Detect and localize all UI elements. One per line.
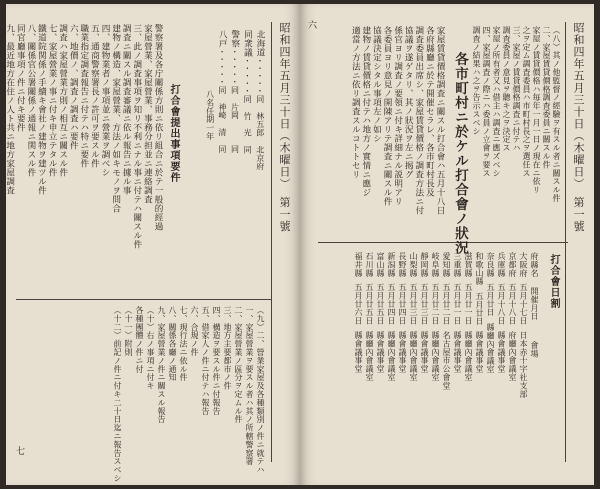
text-line: 六、地價ノ、調査ノ調査ハ要件: [68, 24, 79, 150]
table-row: 靜岡縣 五月廿三日 縣會議事堂: [420, 252, 429, 374]
text-line: 六、合規ノ件: [190, 306, 199, 357]
text-line: 家屋ノ賃貸價格ハ毎年一月一日ノ現在ニ依リ: [532, 26, 541, 194]
notice-text: [472, 26, 560, 236]
table-row: 京都府 五月十八日 府廳內會議室: [508, 252, 517, 382]
table-row: 富山縣 五月廿五日 縣會議事堂: [376, 252, 385, 374]
text-line: 調査ニ關スル調査審議ニ依ル報告ニ據ル事: [121, 24, 132, 195]
name-list-item: 北海道 ・・・・・ 同 林五郎 北京府: [255, 30, 265, 171]
section-title: 打合會提出事項要件: [168, 84, 179, 183]
name-list: [206, 30, 264, 170]
header-rule: [271, 22, 272, 462]
text-line: 七、現行法ニ依ル件: [179, 306, 188, 382]
text-line: 建物ノ賃貸價格ニ付テハ地方ノ實情ニ應ジ: [360, 26, 371, 197]
text-line: 適當ノ方法ニ依リ調査スルコトトセリ: [350, 26, 361, 179]
text-line: 二、家屋營業ノ區分ヲ定ムル件: [234, 306, 243, 424]
text-line: 調査ハ家屋營業方則ノ相互ニ關スル件: [57, 24, 68, 177]
book-spread: [6, 4, 594, 485]
text-line: （十二）前記ノ件ニ付キ二十日迄ニ報告スベシ: [113, 306, 122, 483]
table-row: 岐阜縣 五月廿二日 縣廳內會議室: [431, 252, 440, 382]
section-divider: [16, 299, 272, 300]
table-row: 兵庫縣 五月十八日 縣會議事堂: [497, 252, 506, 374]
text-line: 同官廳事項ノ件ニ付キ要件: [15, 24, 26, 132]
table-header-cell: 府縣名: [530, 252, 539, 278]
main-title: 各市町村ニ於ケル打合會ノ狀況: [452, 52, 468, 255]
text-line: 五、通商警察署長ノ許可ヲ要スル件: [89, 24, 100, 168]
text-line: 八、關係各廳ノ通知: [168, 306, 177, 382]
text-line: 各府縣廳ニ於テ開催セラレ、各市町村長及: [424, 26, 435, 197]
table-header-row: [530, 252, 538, 466]
text-line: （八）其ノ他監督ノ經驗ヲ有スル者ニ關スル件: [552, 26, 561, 203]
text-line: 協議決定シタル事項左ノ如シ: [371, 26, 382, 143]
left-page: [6, 4, 300, 485]
text-line: 調査委員出席シ、家屋賃貸價格ノ調査方法ニ付: [413, 26, 424, 215]
text-line: 二、家屋賃貸價格調査委員ニ關スル件: [542, 26, 551, 169]
text-line: 九、家屋營業ノ件ニ關スル報告: [157, 306, 166, 424]
main-text: [351, 26, 444, 236]
table-row: 新潟縣 五月廿四日 縣廳內會議室: [387, 252, 396, 382]
text-line: 三、此ノ調査事項ヲ知リ不利ニナル事ニ付テハ關スル件: [131, 24, 142, 249]
page-number: 六: [308, 21, 318, 31]
text-line: 建物ノ構造、家屋營業、方法ノ如キモノヲ問合: [110, 24, 121, 213]
body-text: [5, 24, 162, 294]
text-line: 四、構造ヲ要スル件ニ付報告: [212, 306, 221, 416]
section-divider: [318, 242, 568, 243]
text-line: 家屋賃貸價格調査ニ關スル打合會ハ五月十八日: [435, 26, 445, 215]
text-line: 職業指定調査報告ニ付テハ特ニ要件: [78, 24, 89, 168]
table-row: 福井縣 五月廿六日 縣會議事堂: [354, 252, 363, 374]
text-line: 家屋營業、家屋營業、事務分担並ニ連絡調査: [142, 24, 153, 204]
text-line: 鐵道院関係ノ手續キ會社ノ建物ヲ建ツル件: [36, 24, 47, 195]
table-header-cell: 開催月日: [530, 287, 539, 321]
table-row: 三重縣 五月廿一日 縣會議事堂: [453, 252, 462, 374]
text-line: 之ヲ定ム調査委員ハ市町村長之ヲ選任ス: [522, 26, 531, 178]
table-row: 愛知縣 五月廿二日 名古屋市公會堂: [442, 252, 451, 391]
meeting-table-title: 打合會日割: [548, 254, 559, 309]
table-row: 山梨縣 五月廿三日 縣廳內會議室: [409, 252, 418, 382]
name-list-item: 同衆議 ・・・・・ 同 竹 光 同: [242, 30, 253, 154]
text-line: 調査委員ノ意見ヲ聽キ之ヲ決定ス: [502, 26, 511, 152]
page-header: 昭和四年五月三十日（木曜日） 第一號: [278, 22, 291, 233]
table-row: 和歌山縣 五月廿日 縣會議事堂: [475, 252, 484, 374]
table-header-cell: 會場: [530, 340, 539, 358]
text-line: 五、借家人ノ件ニ付テハ報告: [201, 306, 210, 416]
page-number: 七: [16, 447, 26, 457]
text-line: 四、建物業者ノ事項並ニ營業ヲ調べシ: [100, 24, 111, 177]
name-list-item: 警察 ・・・・・ 同 片岡 同: [229, 30, 240, 153]
table-row: 大阪府 五月十七日 日本赤十字社支部: [519, 252, 528, 399]
table-row: 石川縣 五月廿五日 縣廳內會議室: [365, 252, 374, 382]
text-line: （十）右ノ事項ニ付キ: [146, 306, 155, 390]
text-line: 一、家屋營業ヲ要スル者ハ其ノ所轄警察署: [245, 306, 254, 466]
name-list-item: 八戸 ・・・・・ 同 神崎 清 同: [217, 30, 228, 153]
text-line: 九、最近地方在住ノ人ト共ニ地方家屋調査: [4, 24, 15, 195]
text-line: 調査ノ結果ハ之ヲ告示スベシ: [472, 26, 481, 136]
page-header: 昭和四年五月三十日（木曜日） 第一號: [572, 22, 585, 233]
text-line: 各委員ヨリ意見ノ開陳アリテ調査ニ關スル件: [382, 26, 393, 206]
text-line: 八、關係官公署關係ノ通報ニ関スル件: [25, 24, 36, 177]
text-line: （十一）附則: [124, 306, 133, 357]
bottom-text: [113, 306, 265, 483]
text-line: 三、家屋ノ賃貸價格調査ニ付テハ: [512, 26, 521, 152]
text-line: 係官ヨリ調査ノ要領ニ付キ詳細ナル説明アリ: [392, 26, 403, 206]
right-page: [300, 4, 594, 485]
name-list-item: 八名任期一年: [205, 90, 215, 141]
text-line: （九）二、營業家屋及各種類別ノ件ニ就テハ: [256, 306, 265, 474]
text-line: 協議ヲ遂ゲタリ、其ノ狀況ヲ左ニ揭グ: [403, 26, 414, 179]
table-row: 滋賀縣 五月廿一日 縣廳內會議室: [464, 252, 473, 382]
text-line: 家屋ノ所有者又ハ借主ハ調査ニ應ズベシ: [492, 26, 501, 178]
text-line: 各種團體ノ件ニ付: [135, 306, 144, 374]
table-row: 奈良縣 五月廿日 縣廳內會議室: [486, 252, 495, 374]
meeting-table: [354, 252, 538, 466]
text-line: 四、家屋調査ノ際ニハ委員ノ立會ヲ要ス: [482, 26, 491, 178]
table-row: 長野縣 五月廿四日 縣會議事堂: [398, 252, 407, 374]
text-line: 警察署及各庁關係方則ニ依リ組合ニ於テ一般的經過: [153, 24, 163, 231]
text-line: 七、家屋營業ノ事ニ付キ申立テタル件: [47, 24, 58, 177]
text-line: 三、地方主要都市ノ件: [223, 306, 232, 390]
